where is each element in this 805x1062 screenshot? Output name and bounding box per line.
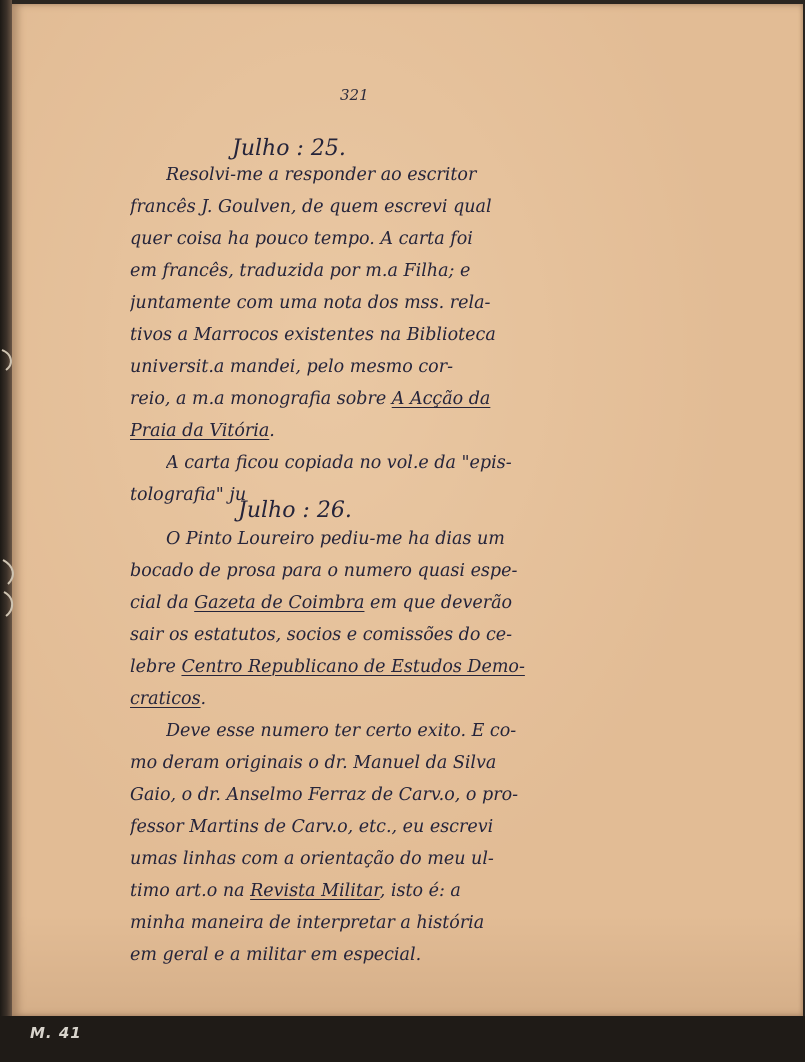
- binding-thread-icon: [0, 330, 22, 630]
- handwritten-line: [130, 484, 610, 506]
- line-text: em geral e a militar em especial.: [130, 945, 422, 965]
- line-text: em que deverão: [364, 593, 513, 613]
- underlined-title: Centro Republicano de Estudos Demo-: [181, 657, 525, 677]
- line-text: .: [269, 421, 275, 441]
- line-text: tolografia" ju: [130, 485, 247, 505]
- handwritten-line: [130, 912, 610, 934]
- handwritten-line: [130, 944, 610, 966]
- handwritten-line: [130, 324, 610, 346]
- line-text: fessor Martins de Carv.o, etc., eu escrevi: [130, 817, 494, 837]
- underlined-title: Gazeta de Coimbra: [194, 593, 365, 613]
- line-text: tivos a Marrocos existentes na Biblioteca: [130, 325, 496, 345]
- line-text: Resolvi-me a responder ao escritor: [166, 165, 477, 185]
- handwritten-line: [166, 164, 610, 186]
- entry-date: Julho : 25.: [232, 136, 346, 161]
- handwritten-line: [130, 196, 610, 218]
- shelf-mark: M. 41: [30, 1024, 82, 1042]
- line-text: O Pinto Loureiro pediu-me ha dias um: [166, 529, 505, 549]
- handwritten-line: [130, 688, 610, 710]
- line-text: em francês, traduzida por m.a Filha; e: [130, 261, 471, 281]
- handwritten-line: [130, 388, 610, 410]
- handwritten-line: [130, 420, 610, 442]
- line-text: cial da: [130, 593, 195, 613]
- handwritten-line: [130, 260, 610, 282]
- line-text: umas linhas com a orientação do meu ul-: [130, 849, 494, 869]
- handwritten-line: [130, 752, 610, 774]
- line-text: Deve esse numero ter certo exito. E co-: [166, 721, 517, 741]
- entry-date: Julho : 26.: [238, 498, 352, 523]
- handwritten-line: [130, 848, 610, 870]
- underlined-title: A Acção da: [391, 389, 491, 409]
- handwritten-line: [130, 816, 610, 838]
- handwritten-line: [130, 560, 610, 582]
- line-text: mo deram originais o dr. Manuel da Silva: [130, 753, 497, 773]
- scan-margin: [0, 1016, 805, 1062]
- underlined-title: craticos: [130, 689, 201, 709]
- handwritten-line: [130, 624, 610, 646]
- page-number: 321: [340, 86, 369, 104]
- handwritten-line: [166, 452, 610, 474]
- handwritten-line: [130, 784, 610, 806]
- line-text: , isto é: a: [379, 881, 461, 901]
- line-text: quer coisa ha pouco tempo. A carta foi: [130, 229, 473, 249]
- line-text: juntamente com uma nota dos mss. rela-: [130, 293, 491, 313]
- line-text: lebre: [130, 657, 182, 677]
- line-text: francês J. Goulven, de quem escrevi qual: [130, 197, 492, 217]
- line-text: sair os estatutos, socios e comissões do ce-: [130, 625, 513, 645]
- underlined-title: Revista Militar: [250, 881, 380, 901]
- underlined-title: Praia da Vitória: [130, 421, 270, 441]
- line-text: A carta ficou copiada no vol.e da "epis-: [166, 453, 512, 473]
- handwritten-line: [166, 528, 610, 550]
- handwritten-line: [130, 228, 610, 250]
- line-text: universit.a mandei, pelo mesmo cor-: [130, 357, 453, 377]
- line-text: .: [200, 689, 207, 709]
- line-text: reio, a m.a monografia sobre: [130, 389, 392, 409]
- handwritten-line: [130, 356, 610, 378]
- line-text: timo art.o na: [130, 881, 251, 901]
- handwritten-line: [166, 720, 610, 742]
- line-text: bocado de prosa para o numero quasi espe-: [130, 561, 518, 581]
- handwritten-line: [130, 880, 610, 902]
- handwritten-line: [130, 292, 610, 314]
- line-text: Gaio, o dr. Anselmo Ferraz de Carv.o, o pro-: [130, 785, 519, 805]
- line-text: minha maneira de interpretar a história: [130, 913, 485, 933]
- handwritten-line: [130, 592, 610, 614]
- handwritten-line: [130, 656, 610, 678]
